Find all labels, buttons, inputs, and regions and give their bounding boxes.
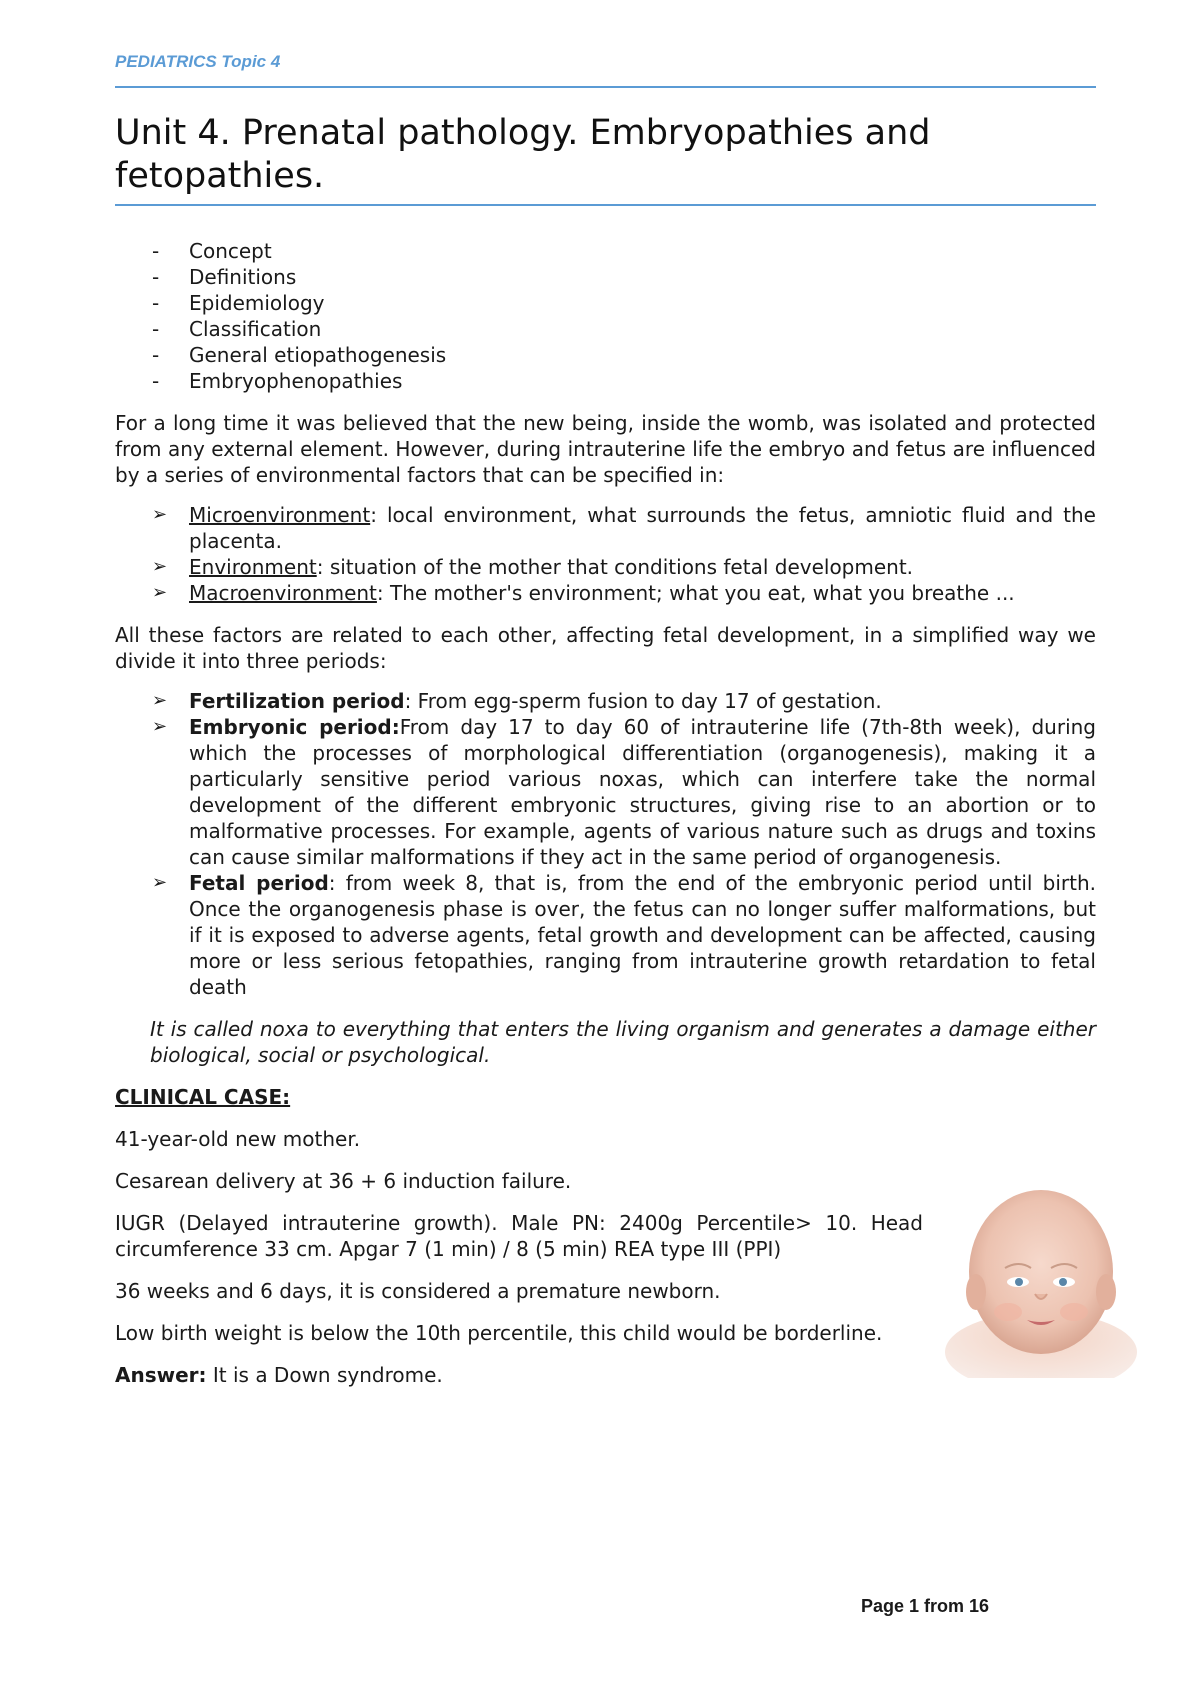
baby-iris (1015, 1278, 1023, 1286)
case-line: 36 weeks and 6 days, it is considered a premature newborn. (115, 1279, 721, 1303)
intro-paragraph: For a long time it was believed that the new being, inside the womb, was isolated and protected from any external element. However, during intrauterine life the embryo and fetus are influenced by a series of environmental factors that can be specified in: (115, 411, 1096, 487)
baby-ear (1096, 1274, 1116, 1310)
list-item: - Concept (152, 239, 272, 263)
list-item: - Epidemiology (152, 291, 325, 315)
list-item: - Embryophenopathies (152, 369, 403, 393)
list-item: ➢ Environment: situation of the mother that conditions fetal development. (152, 555, 914, 579)
list-item: ➢ Fertilization period: From egg-sperm fusion to day 17 of gestation. (152, 689, 882, 713)
periods-list (115, 688, 1096, 1000)
arrow-bullet-icon: ➢ (152, 690, 168, 711)
list-item: ➢ Embryonic period:From day 17 to day 60 of intrauterine life (7th-8th week), during which the processes of morphological differentiation (organogenesis), making it a particularly sensitive period various noxas, which can interfere take the normal development of the different embryonic structures, giving rise to an abortion or to malformative processes. For example, agents of various nature such as drugs and toxins can cause similar malformations if they act in the same period of organogenesis. (152, 715, 1097, 869)
page-footer: Page 1 from 16 (860, 1596, 989, 1616)
baby-cheek (994, 1303, 1022, 1321)
baby-ear (966, 1274, 986, 1310)
list-item: - General etiopathogenesis (152, 343, 447, 367)
case-line: Low birth weight is below the 10th percentile, this child would be borderline. (115, 1321, 883, 1345)
arrow-bullet-icon: ➢ (152, 582, 168, 603)
page-header (115, 52, 1096, 88)
list-item: ➢ Macroenvironment: The mother's environment; what you eat, what you breathe ... (152, 581, 1015, 605)
clinical-case-heading: CLINICAL CASE: (115, 1085, 291, 1109)
list-item: ➢ Microenvironment: local environment, what surrounds the fetus, amniotic fluid and the placenta. (152, 503, 1096, 553)
baby-photo (943, 1182, 1139, 1378)
case-line: Cesarean delivery at 36 + 6 induction failure. (115, 1169, 572, 1193)
case-line: 41-year-old new mother. (115, 1127, 361, 1151)
list-item: - Classification (152, 317, 322, 341)
arrow-bullet-icon: ➢ (152, 556, 168, 577)
clinical-case-details (115, 1126, 923, 1262)
header-text: PEDIATRICS Topic 4 (115, 52, 281, 71)
list-item: - Definitions (152, 265, 297, 289)
environment-list (115, 502, 1096, 606)
baby-cheek (1060, 1303, 1088, 1321)
baby-head (969, 1190, 1113, 1354)
baby-iris (1059, 1278, 1067, 1286)
periods-intro-paragraph: All these factors are related to each other, affecting fetal development, in a simplified way we divide it into three periods: (115, 623, 1096, 673)
arrow-bullet-icon: ➢ (152, 872, 168, 893)
case-line: IUGR (Delayed intrauterine growth). Male PN: 2400g Percentile> 10. Head circumference 33 cm. Apgar 7 (1 min) / 8 (5 min) REA type III (PPI) (115, 1211, 923, 1261)
document-title: Unit 4. Prenatal pathology. Embryopathies and fetopathies. (115, 112, 1096, 206)
arrow-bullet-icon: ➢ (152, 504, 168, 525)
arrow-bullet-icon: ➢ (152, 716, 168, 737)
list-item: ➢ Fetal period: from week 8, that is, from the end of the embryonic period until birth. Once the organogenesis phase is over, the fetus can no longer suffer malformations, but if it is exposed to adverse agents, fetal growth and development can be affected, causing more or less serious fetopathies, ranging from intrauterine growth retardation to fetal death (152, 871, 1096, 999)
noxa-note: It is called noxa to everything that enters the living organism and generates a damage either biological, social or psychological. (150, 1017, 1096, 1067)
case-answer: Answer: It is a Down syndrome. (115, 1363, 443, 1387)
topic-list (115, 238, 1096, 394)
